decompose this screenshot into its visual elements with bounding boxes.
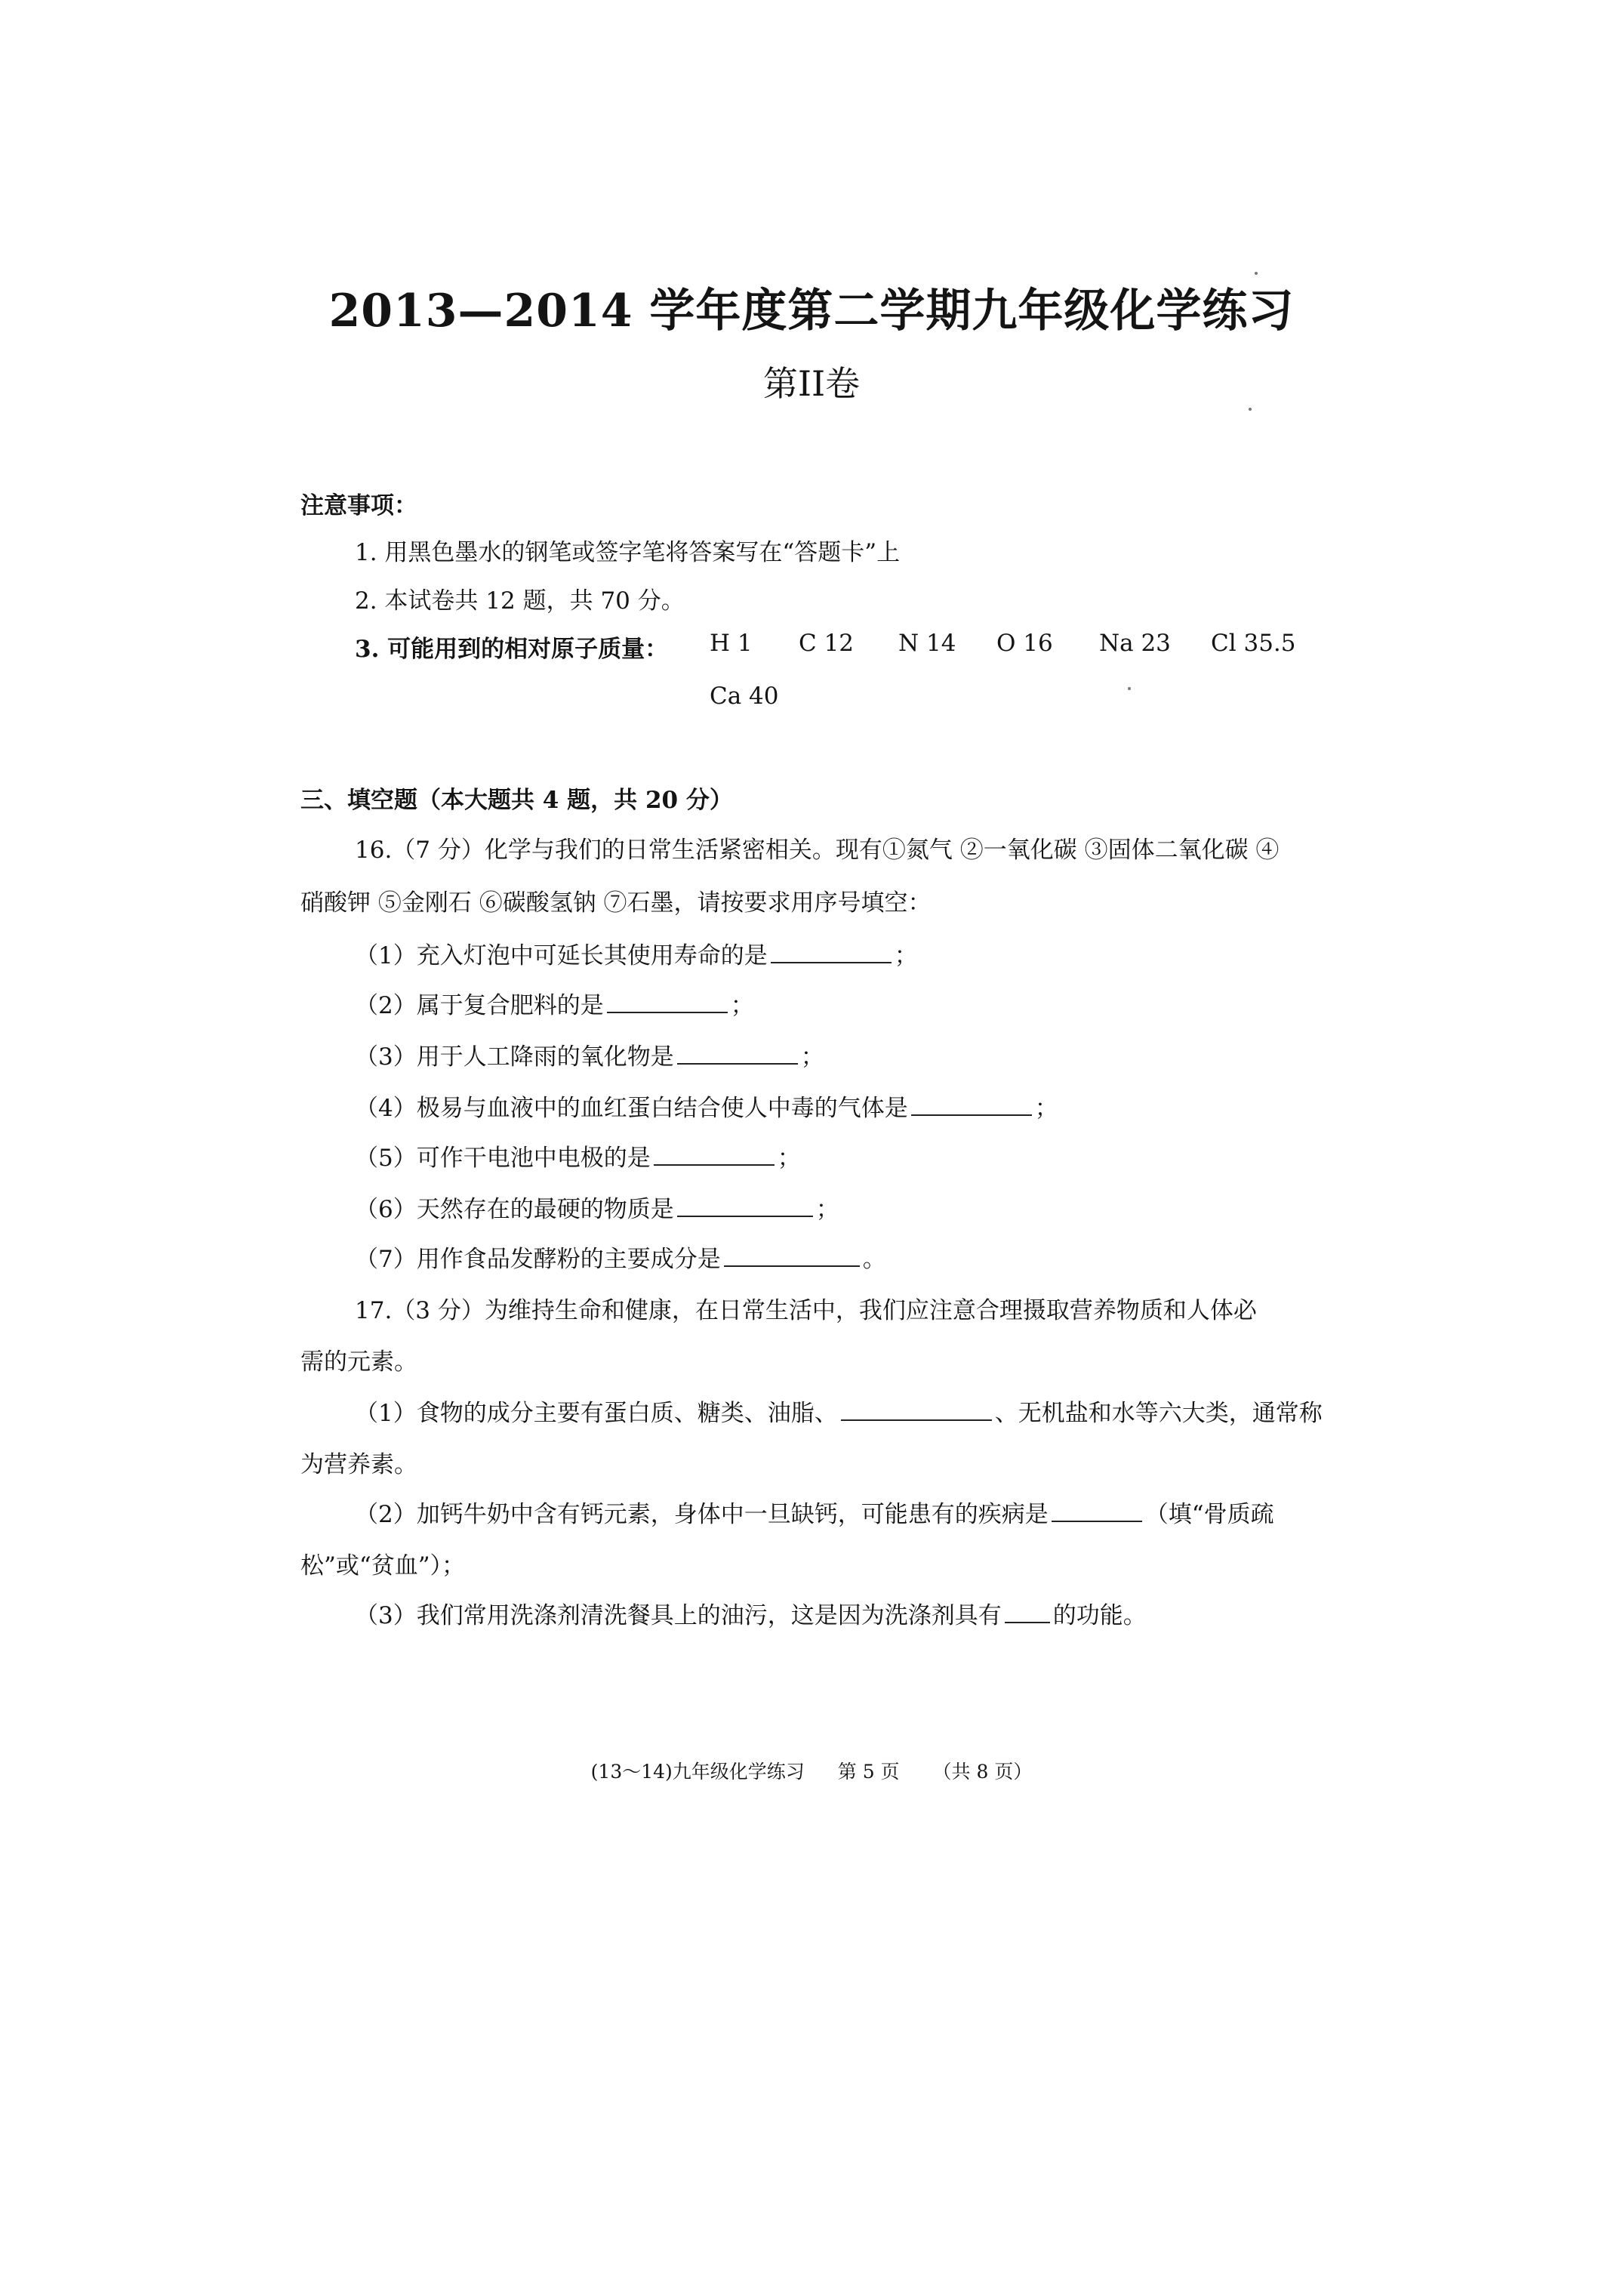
answer-blank[interactable]	[607, 989, 728, 1013]
q16-stem-line-1: 16.（7 分）化学与我们的日常生活紧密相关。现有①氮气 ②一氧化碳 ③固体二氧化碳 ④	[355, 837, 1280, 864]
q16-item-5: （5）可作干电池中电极的是 ；	[355, 1139, 801, 1173]
atomic-mass-n: N 14	[898, 630, 956, 657]
q16-item-2: （2）属于复合肥料的是 ；	[355, 986, 754, 1020]
notice-heading: 注意事项：	[300, 492, 417, 519]
q17-item-1-cont: 为营养素。	[300, 1451, 417, 1478]
q17-item-1: （1）食物的成分主要有蛋白质、糖类、油脂、 、无机盐和水等六大类，通常称	[355, 1394, 1323, 1428]
answer-blank[interactable]	[724, 1243, 860, 1267]
scan-speck	[1249, 408, 1252, 411]
atomic-mass-na: Na 23	[1099, 630, 1171, 657]
q16-item-3: （3）用于人工降雨的氧化物是 ；	[355, 1037, 824, 1071]
answer-blank[interactable]	[1052, 1498, 1142, 1522]
atomic-mass-h: H 1	[710, 630, 753, 657]
scan-speck	[1255, 272, 1258, 275]
q17-item-2-cont: 松”或“贫血”）；	[300, 1552, 466, 1579]
answer-blank[interactable]	[841, 1397, 992, 1421]
scan-speck	[1128, 687, 1131, 690]
q17-item-2: （2）加钙牛奶中含有钙元素，身体中一旦缺钙，可能患有的疾病是 （填“骨质疏	[355, 1495, 1274, 1529]
q16-item-6: （6）天然存在的最硬的物质是 ；	[355, 1190, 839, 1224]
atomic-mass-cl: Cl 35.5	[1211, 630, 1296, 657]
notice-item-2: 2. 本试卷共 12 题，共 70 分。	[355, 587, 685, 615]
section-heading: 三、填空题（本大题共 4 题，共 20 分）	[300, 787, 733, 814]
page-title: 2013—2014 学年度第二学期九年级化学练习	[328, 285, 1295, 337]
answer-blank[interactable]	[911, 1092, 1032, 1116]
answer-blank[interactable]	[771, 939, 892, 963]
q16-item-1: （1）充入灯泡中可延长其使用寿命的是 ；	[355, 936, 918, 970]
notice-item-3: 3. 可能用到的相对原子质量：	[355, 636, 669, 663]
answer-blank[interactable]	[654, 1142, 775, 1166]
notice-item-1: 1. 用黑色墨水的钢笔或签字笔将答案写在“答题卡”上	[355, 539, 901, 566]
q17-stem-line-2: 需的元素。	[300, 1348, 417, 1376]
atomic-mass-o: O 16	[996, 630, 1053, 657]
q17-stem-line-1: 17.（3 分）为维持生命和健康，在日常生活中，我们应注意合理摄取营养物质和人体必	[355, 1297, 1257, 1324]
answer-blank[interactable]	[677, 1040, 798, 1065]
page-subtitle: 第II卷	[762, 363, 861, 404]
footer-total-pages: （共 8 页）	[932, 1761, 1033, 1783]
atomic-mass-ca: Ca 40	[710, 683, 779, 710]
q16-stem-line-2: 硝酸钾 ⑤金刚石 ⑥碳酸氢钠 ⑦石墨，请按要求用序号填空：	[300, 889, 932, 917]
q17-item-3: （3）我们常用洗涤剂清洗餐具上的油污，这是因为洗涤剂具有 的功能。	[355, 1596, 1147, 1630]
footer-page-number: 第 5 页	[837, 1761, 900, 1783]
q16-item-7: （7）用作食品发酵粉的主要成分是 。	[355, 1240, 886, 1274]
answer-blank[interactable]	[677, 1193, 813, 1217]
answer-blank[interactable]	[1005, 1599, 1050, 1623]
atomic-mass-c: C 12	[799, 630, 855, 657]
q16-item-4: （4）极易与血液中的血红蛋白结合使人中毒的气体是 ；	[355, 1089, 1058, 1123]
page-footer	[0, 1757, 1623, 1784]
footer-course: (13～14)九年级化学练习	[590, 1761, 805, 1783]
